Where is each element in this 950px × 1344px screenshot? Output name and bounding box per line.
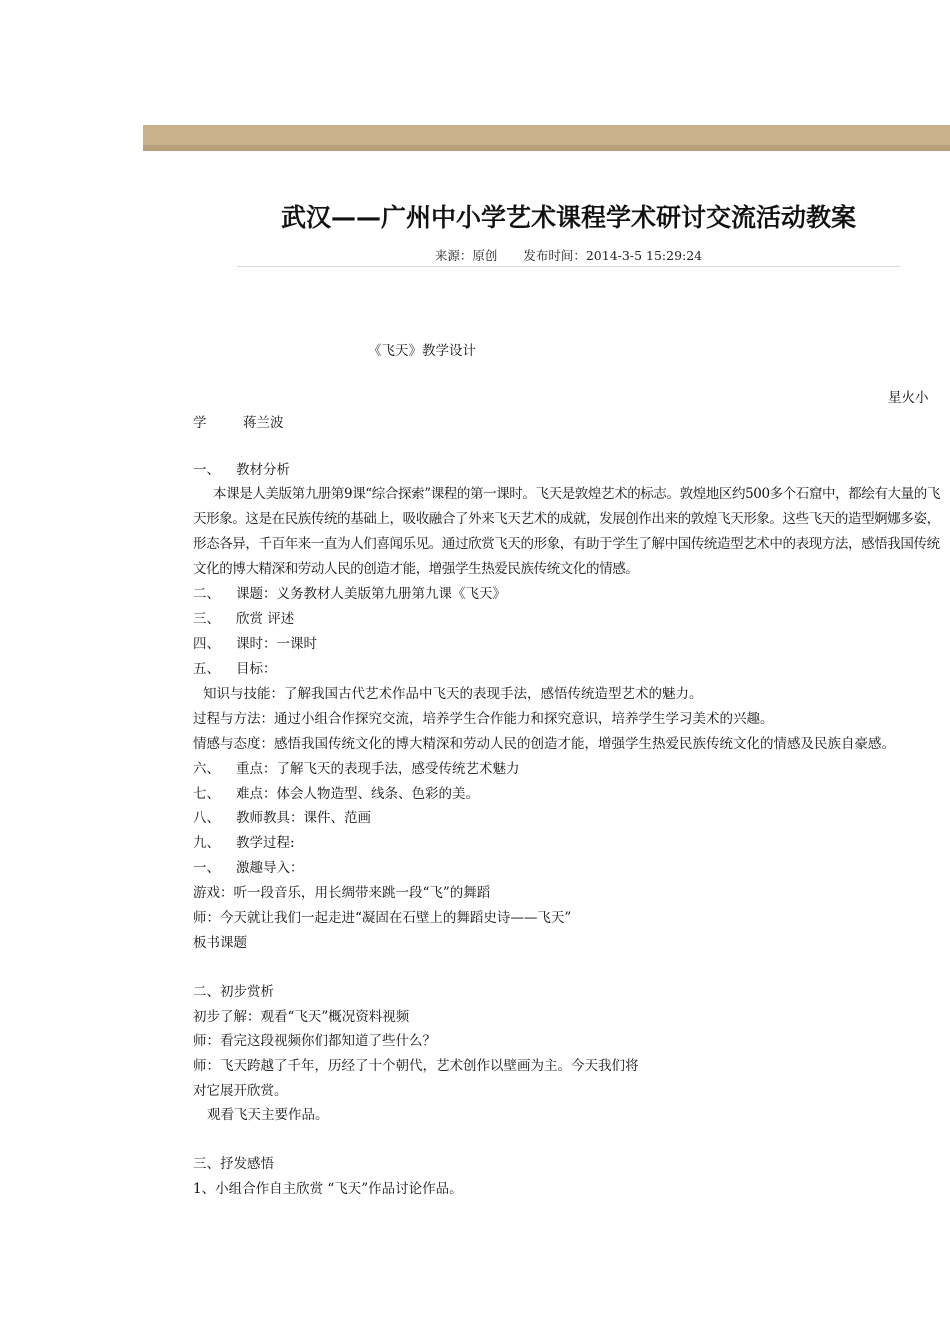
section-number: 五、 [193, 661, 220, 677]
item-1: 1、小组合作自主欣赏 “飞天”作品讨论作品。 [193, 1181, 463, 1197]
process-step-1 [193, 856, 304, 880]
section-5 [193, 657, 277, 681]
section-text: 目标： [236, 661, 277, 677]
teacher-name: 蒋兰波 [243, 415, 284, 431]
source-label: 来源：原创 [434, 248, 498, 263]
game-line: 游戏：听一段音乐，用长绸带来跳一段“飞”的舞蹈 [193, 885, 491, 901]
header-banner-shadow [143, 145, 950, 151]
goal-process: 过程与方法：通过小组合作探究交流，培养学生合作能力和探究意识，培养学生学习美术的兴趣。 [193, 711, 774, 727]
section-number: 二、 [193, 586, 220, 602]
section-number: 七、 [193, 786, 220, 802]
section-text: 课时：一课时 [236, 636, 317, 652]
section-text: 教材分析 [236, 462, 290, 478]
section-8 [193, 806, 371, 830]
section-number: 三、 [193, 611, 220, 627]
section-number: 六、 [193, 761, 220, 777]
section-text: 难点：体会人物造型、线条、色彩的美。 [236, 786, 479, 802]
section-number: 八、 [193, 810, 220, 826]
section-7 [193, 782, 479, 806]
doc-subtitle: 《飞天》教学设计 [368, 343, 476, 359]
title-divider [237, 266, 900, 267]
school-name-part1: 星火小 [888, 390, 929, 406]
article-title: 武汉——广州中小学艺术课程学术研讨交流活动教案 [280, 203, 856, 232]
section-number: 一、 [193, 860, 220, 876]
section-text: 重点：了解飞天的表现手法，感受传统艺术魅力 [236, 761, 520, 777]
section-text: 激趣导入： [236, 860, 304, 876]
analysis-paragraph: 本课是人美版第九册第9课“综合探索”课程的第一课时。飞天是敦煌艺术的标志。敦煌地区约500多个石窟中，都绘有大量的飞天形象。这是在民族传统的基础上，吸收融合了外来飞天艺术的成就，发展创作出来的敦煌飞天形象。这些飞天的造型婀娜多姿，形态各异，千百年来一直为人们喜闻乐见。通过欣赏飞天的形象，有助于学生了解中国传统造型艺术中的表现方法，感悟我国传统文化的博大精深和劳动人民的创造才能，增强学生热爱民族传统文化的情感。 [193, 486, 940, 577]
section-number: 四、 [193, 636, 220, 652]
board-line: 板书课题 [193, 935, 247, 951]
section-3 [193, 607, 294, 631]
section-9 [193, 831, 295, 855]
section-text: 课题：义务教材人美版第九册第九课《飞天》 [236, 586, 506, 602]
article-meta [237, 246, 900, 264]
understand-line: 初步了解：观看“飞天”概况资料视频 [193, 1009, 410, 1025]
goal-emotion: 情感与态度：感悟我国传统文化的博大精深和劳动人民的创造才能，增强学生热爱民族传统文化的情感及民族自豪感。 [193, 736, 895, 752]
teacher-line-3-cont: 对它展开欣赏。 [193, 1083, 288, 1099]
section-text: 教师教具：课件、范画 [236, 810, 371, 826]
watch-line: 观看飞天主要作品。 [207, 1107, 329, 1123]
section-6 [193, 757, 520, 781]
section-2 [193, 582, 506, 606]
section-1 [193, 458, 290, 482]
section-text: 欣赏 评述 [236, 611, 295, 627]
goal-knowledge: 知识与技能：了解我国古代艺术作品中飞天的表现手法，感悟传统造型艺术的魅力。 [203, 686, 703, 702]
section-number: 九、 [193, 835, 220, 851]
process-step-3: 三、抒发感悟 [193, 1156, 274, 1172]
school-name-part2: 学 [193, 415, 207, 431]
process-step-2: 二、初步赏析 [193, 984, 274, 1000]
section-text: 教学过程: [236, 835, 295, 851]
teacher-line-3: 师：飞天跨越了千年，历经了十个朝代，艺术创作以壁画为主。今天我们将 [193, 1058, 639, 1074]
publish-time: 发布时间：2014-3-5 15:29:24 [523, 248, 703, 263]
section-number: 一、 [193, 462, 220, 478]
teacher-line-1: 师：今天就让我们一起走进“凝固在石壁上的舞蹈史诗——飞天” [193, 910, 572, 926]
teacher-line-2: 师：看完这段视频你们都知道了些什么？ [193, 1033, 436, 1049]
section-4 [193, 632, 317, 656]
